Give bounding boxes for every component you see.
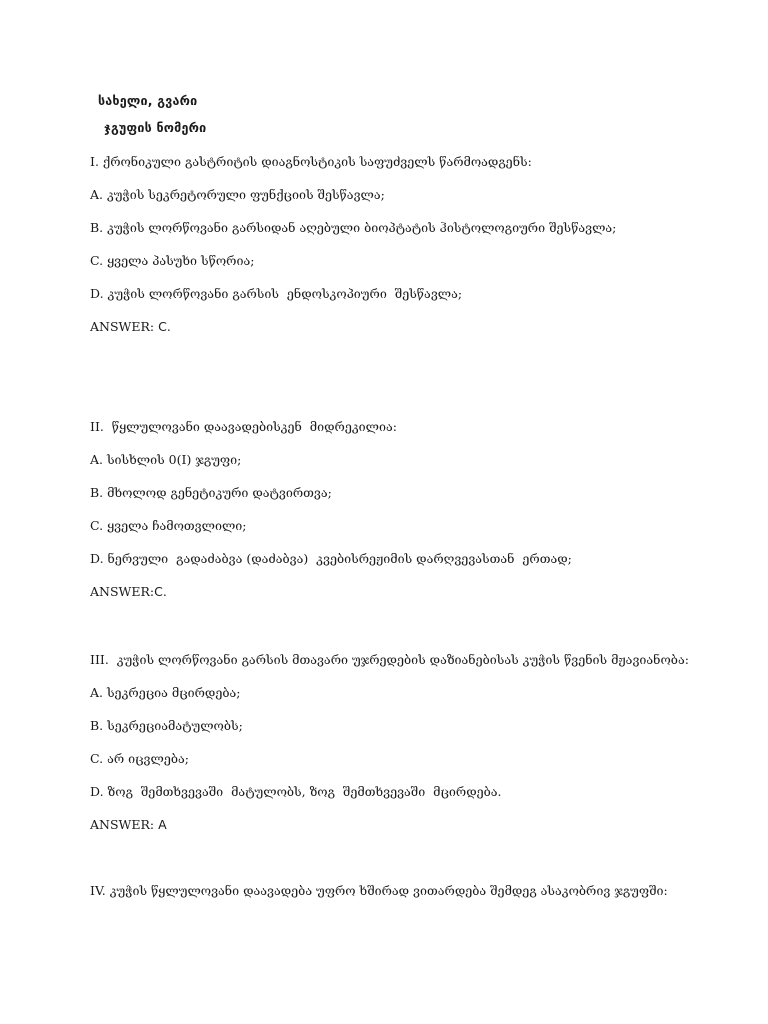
question-3-option-d: D. ზოგ შემთხვევაში მატულობს, ზოგ შემთხვევაში მცირდება. <box>90 784 502 799</box>
question-1-text: I. ქრონიკული გასტრიტის დიაგნოსტიკის საფუძველს წარმოადგენს: <box>90 154 532 169</box>
answer-value: C <box>158 319 167 334</box>
answer-prefix: ANSWER: <box>90 817 159 832</box>
question-3-option-a: A. სეკრეცია მცირდება; <box>90 685 241 700</box>
answer-value: C <box>154 584 163 599</box>
answer-suffix: . <box>162 584 167 599</box>
question-1-option-a: A. კუჭის სეკრეტორული ფუნქციის შესწავლა; <box>90 187 385 202</box>
question-2-text: II. წყლულოვანი დაავადებისკენ მიდრეკილია: <box>90 419 397 434</box>
question-2-option-a: A. სისხლის 0(I) ჯგუფი; <box>90 452 242 467</box>
name-label: სახელი, გვარი <box>98 93 198 108</box>
answer-prefix: ANSWER: <box>90 584 155 599</box>
question-3-option-c: C. არ იცვლება; <box>90 751 189 766</box>
question-2-option-b: B. მხოლოდ გენეტიკური დატვირთვა; <box>90 485 332 500</box>
question-3-answer <box>90 817 167 832</box>
question-1-option-c: C. ყველა პასუხი სწორია; <box>90 253 255 268</box>
question-3-option-b: B. სეკრეციამატულობს; <box>90 718 243 733</box>
question-1-option-d: D. კუჭის ლორწოვანი გარსის ენდოსკოპიური შესწავლა; <box>90 286 463 301</box>
answer-value: A <box>158 817 167 832</box>
question-4-text: IV. კუჭის წყლულოვანი დაავადება უფრო ხშირად ვითარდება შემდეგ ასაკობრივ ჯგუფში: <box>90 883 668 898</box>
question-2-option-c: C. ყველა ჩამოთვლილი; <box>90 518 247 533</box>
question-2-option-d: D. ნერვული გადაძაბვა (დაძაბვა) კვებისრეჟიმის დარღვევასთან ერთად; <box>90 551 572 566</box>
answer-suffix: . <box>166 319 171 334</box>
question-2-answer <box>90 584 167 599</box>
group-label: ჯგუფის ნომერი <box>104 120 207 135</box>
question-1-answer <box>90 319 171 334</box>
answer-prefix: ANSWER: <box>90 319 159 334</box>
question-3-text: III. კუჭის ლორწოვანი გარსის მთავარი უჯრედების დაზიანებისას კუჭის წვენის მჟავიანობა: <box>90 652 689 667</box>
question-1-option-b: B. კუჭის ლორწოვანი გარსიდან აღებული ბიოპტატის ჰისტოლოგიური შესწავლა; <box>90 220 617 235</box>
